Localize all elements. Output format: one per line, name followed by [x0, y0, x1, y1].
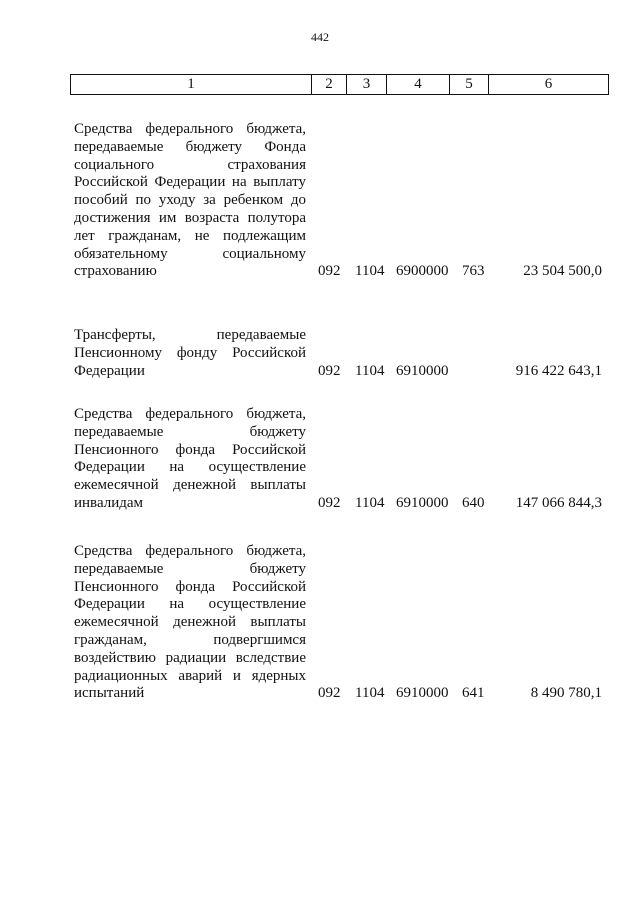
column-header-6: 6 — [489, 75, 609, 95]
table-row — [74, 327, 614, 380]
section-code: 1104 — [355, 263, 385, 280]
target-code: 6900000 — [396, 263, 449, 280]
ministry-code: 092 — [318, 685, 341, 702]
row-description: Средства федерального бюджета, передаваемые бюджету Пенсионного фонда Российской Федерации на осуществление ежемесячной денежной выплаты инвалидам — [74, 406, 306, 511]
column-header-4: 4 — [387, 75, 450, 95]
target-code: 6910000 — [396, 685, 449, 702]
row-codes — [74, 362, 614, 380]
expense-type-code: 641 — [462, 685, 485, 702]
table-row — [74, 406, 614, 513]
page-number: 442 — [311, 30, 329, 44]
ministry-code: 092 — [318, 263, 341, 280]
expense-type-code: 640 — [462, 494, 485, 511]
table-row — [74, 543, 614, 703]
column-header-2: 2 — [312, 75, 347, 95]
section-code: 1104 — [355, 685, 385, 702]
amount-value: 147 066 844,3 — [515, 494, 602, 511]
amount-value: 8 490 780,1 — [530, 685, 602, 702]
target-code: 6910000 — [396, 494, 449, 511]
target-code: 6910000 — [396, 362, 449, 379]
row-description: Средства федерального бюджета, передаваемые бюджету Фонда социального страхования Российской Федерации на выплату пособий по уходу за ребенком до достижения им возраста полутора лет гражданам, не подлежащим обязательному социальному страхованию — [74, 121, 306, 280]
amount-value: 23 504 500,0 — [523, 263, 602, 280]
amount-value: 916 422 643,1 — [515, 362, 602, 379]
ministry-code: 092 — [318, 494, 341, 511]
expense-type-code: 763 — [462, 263, 485, 280]
column-header-row — [71, 75, 609, 95]
row-description: Трансферты, передаваемые Пенсионному фонду Российской Федерации — [74, 327, 306, 379]
column-header-table — [70, 74, 609, 95]
section-code: 1104 — [355, 494, 385, 511]
column-header-5: 5 — [450, 75, 489, 95]
row-codes — [74, 263, 614, 281]
section-code: 1104 — [355, 362, 385, 379]
column-header-1: 1 — [71, 75, 312, 95]
row-codes — [74, 495, 614, 513]
row-codes — [74, 685, 614, 703]
table-row — [74, 121, 614, 281]
ministry-code: 092 — [318, 362, 341, 379]
row-description: Средства федерального бюджета, передаваемые бюджету Пенсионного фонда Российской Федерации на осуществление ежемесячной денежной выплаты гражданам, подвергшимся воздействию радиации вследствие радиационных аварий и ядерных испытаний — [74, 543, 306, 702]
column-header-3: 3 — [347, 75, 387, 95]
